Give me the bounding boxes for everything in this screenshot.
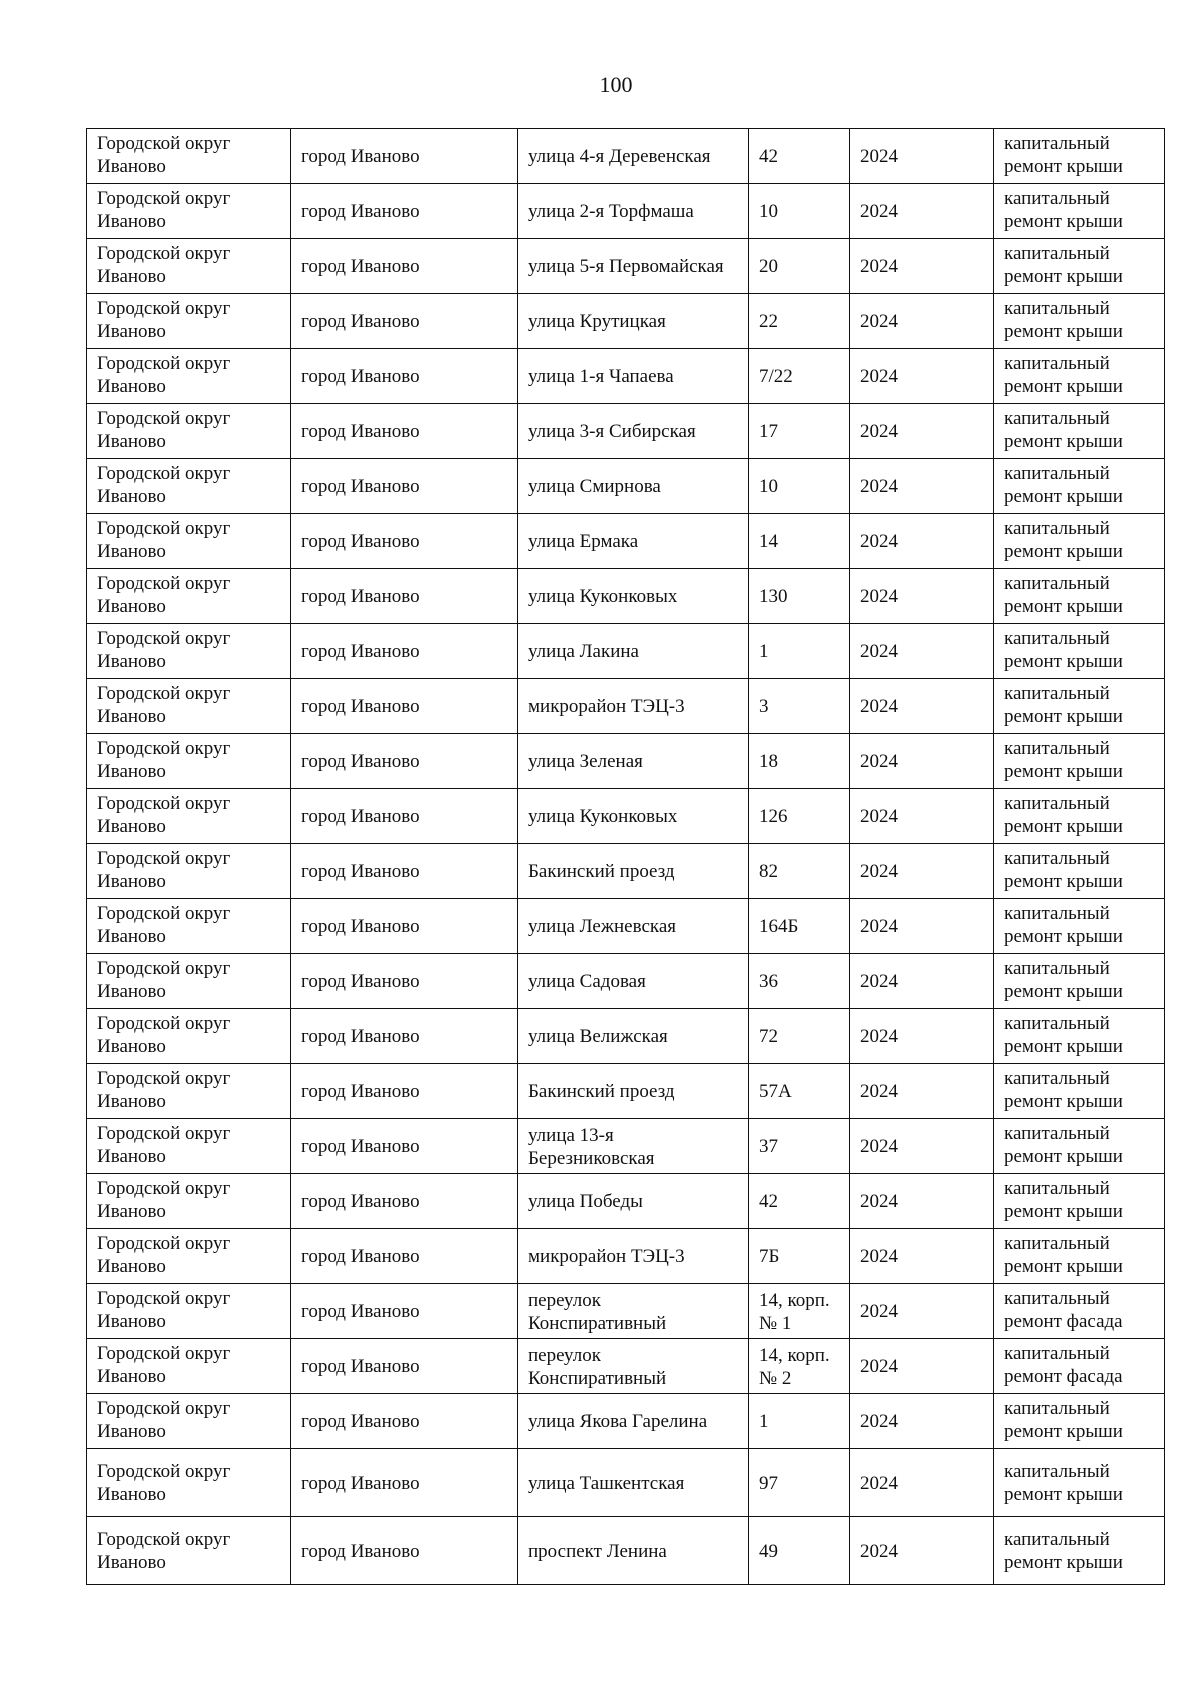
house-number-cell: 7/22 bbox=[749, 349, 850, 404]
settlement-cell: город Иваново bbox=[291, 1119, 518, 1174]
municipality-cell: Городской округ Иваново bbox=[87, 404, 291, 459]
street-cell: проспект Ленина bbox=[518, 1517, 749, 1585]
year-cell: 2024 bbox=[850, 624, 994, 679]
work-type-cell: капитальный ремонт крыши bbox=[994, 184, 1165, 239]
table-row bbox=[87, 899, 1165, 954]
settlement-cell: город Иваново bbox=[291, 404, 518, 459]
house-number-cell: 164Б bbox=[749, 899, 850, 954]
work-type-cell: капитальный ремонт крыши bbox=[994, 954, 1165, 1009]
work-type-cell: капитальный ремонт крыши bbox=[994, 349, 1165, 404]
year-cell: 2024 bbox=[850, 1174, 994, 1229]
work-type-cell: капитальный ремонт крыши bbox=[994, 1449, 1165, 1517]
table-row bbox=[87, 294, 1165, 349]
house-number-cell: 42 bbox=[749, 1174, 850, 1229]
settlement-cell: город Иваново bbox=[291, 1174, 518, 1229]
settlement-cell: город Иваново bbox=[291, 294, 518, 349]
table-row bbox=[87, 789, 1165, 844]
year-cell: 2024 bbox=[850, 349, 994, 404]
work-type-cell: капитальный ремонт крыши bbox=[994, 899, 1165, 954]
work-type-cell: капитальный ремонт крыши bbox=[994, 1174, 1165, 1229]
table-row bbox=[87, 1284, 1165, 1339]
house-number-cell: 10 bbox=[749, 459, 850, 514]
table-row bbox=[87, 624, 1165, 679]
street-cell: улица Ташкентская bbox=[518, 1449, 749, 1517]
work-type-cell: капитальный ремонт крыши bbox=[994, 129, 1165, 184]
municipality-cell: Городской округ Иваново bbox=[87, 1339, 291, 1394]
municipality-cell: Городской округ Иваново bbox=[87, 1229, 291, 1284]
table-row bbox=[87, 734, 1165, 789]
year-cell: 2024 bbox=[850, 954, 994, 1009]
work-type-cell: капитальный ремонт крыши bbox=[994, 1009, 1165, 1064]
street-cell: улица Якова Гарелина bbox=[518, 1394, 749, 1449]
house-number-cell: 14 bbox=[749, 514, 850, 569]
settlement-cell: город Иваново bbox=[291, 1284, 518, 1339]
year-cell: 2024 bbox=[850, 184, 994, 239]
year-cell: 2024 bbox=[850, 789, 994, 844]
settlement-cell: город Иваново bbox=[291, 239, 518, 294]
year-cell: 2024 bbox=[850, 1064, 994, 1119]
street-cell: переулок Конспиративный bbox=[518, 1284, 749, 1339]
house-number-cell: 10 bbox=[749, 184, 850, 239]
house-number-cell: 14, корп. № 2 bbox=[749, 1339, 850, 1394]
municipality-cell: Городской округ Иваново bbox=[87, 459, 291, 514]
year-cell: 2024 bbox=[850, 1449, 994, 1517]
year-cell: 2024 bbox=[850, 239, 994, 294]
settlement-cell: город Иваново bbox=[291, 184, 518, 239]
street-cell: улица Смирнова bbox=[518, 459, 749, 514]
municipality-cell: Городской округ Иваново bbox=[87, 184, 291, 239]
table-body bbox=[87, 129, 1165, 1585]
settlement-cell: город Иваново bbox=[291, 1394, 518, 1449]
street-cell: улица Лакина bbox=[518, 624, 749, 679]
house-number-cell: 1 bbox=[749, 1394, 850, 1449]
year-cell: 2024 bbox=[850, 734, 994, 789]
table-row bbox=[87, 404, 1165, 459]
house-number-cell: 1 bbox=[749, 624, 850, 679]
table-row bbox=[87, 1449, 1165, 1517]
year-cell: 2024 bbox=[850, 514, 994, 569]
house-number-cell: 97 bbox=[749, 1449, 850, 1517]
year-cell: 2024 bbox=[850, 899, 994, 954]
street-cell: улица 5-я Первомайская bbox=[518, 239, 749, 294]
street-cell: улица 4-я Деревенская bbox=[518, 129, 749, 184]
work-type-cell: капитальный ремонт крыши bbox=[994, 239, 1165, 294]
street-cell: улица 1-я Чапаева bbox=[518, 349, 749, 404]
municipality-cell: Городской округ Иваново bbox=[87, 679, 291, 734]
municipality-cell: Городской округ Иваново bbox=[87, 569, 291, 624]
house-number-cell: 42 bbox=[749, 129, 850, 184]
year-cell: 2024 bbox=[850, 1284, 994, 1339]
year-cell: 2024 bbox=[850, 569, 994, 624]
year-cell: 2024 bbox=[850, 1517, 994, 1585]
year-cell: 2024 bbox=[850, 679, 994, 734]
work-type-cell: капитальный ремонт крыши bbox=[994, 514, 1165, 569]
house-number-cell: 3 bbox=[749, 679, 850, 734]
table-row bbox=[87, 1009, 1165, 1064]
year-cell: 2024 bbox=[850, 1119, 994, 1174]
work-type-cell: капитальный ремонт крыши bbox=[994, 679, 1165, 734]
settlement-cell: город Иваново bbox=[291, 679, 518, 734]
street-cell: микрорайон ТЭЦ-3 bbox=[518, 1229, 749, 1284]
settlement-cell: город Иваново bbox=[291, 624, 518, 679]
year-cell: 2024 bbox=[850, 844, 994, 899]
table-row bbox=[87, 1064, 1165, 1119]
work-type-cell: капитальный ремонт крыши bbox=[994, 1064, 1165, 1119]
settlement-cell: город Иваново bbox=[291, 1064, 518, 1119]
house-number-cell: 22 bbox=[749, 294, 850, 349]
settlement-cell: город Иваново bbox=[291, 349, 518, 404]
street-cell: улица 3-я Сибирская bbox=[518, 404, 749, 459]
street-cell: улица Ермака bbox=[518, 514, 749, 569]
work-type-cell: капитальный ремонт крыши bbox=[994, 404, 1165, 459]
year-cell: 2024 bbox=[850, 459, 994, 514]
municipality-cell: Городской округ Иваново bbox=[87, 789, 291, 844]
house-number-cell: 7Б bbox=[749, 1229, 850, 1284]
table-row bbox=[87, 954, 1165, 1009]
work-type-cell: капитальный ремонт крыши bbox=[994, 1229, 1165, 1284]
work-type-cell: капитальный ремонт крыши bbox=[994, 459, 1165, 514]
work-type-cell: капитальный ремонт крыши bbox=[994, 844, 1165, 899]
page-number: 100 bbox=[599, 72, 633, 97]
house-number-cell: 82 bbox=[749, 844, 850, 899]
house-number-cell: 57А bbox=[749, 1064, 850, 1119]
year-cell: 2024 bbox=[850, 294, 994, 349]
house-number-cell: 17 bbox=[749, 404, 850, 459]
municipality-cell: Городской округ Иваново bbox=[87, 1517, 291, 1585]
work-type-cell: капитальный ремонт фасада bbox=[994, 1284, 1165, 1339]
municipality-cell: Городской округ Иваново bbox=[87, 624, 291, 679]
settlement-cell: город Иваново bbox=[291, 789, 518, 844]
street-cell: Бакинский проезд bbox=[518, 1064, 749, 1119]
municipality-cell: Городской округ Иваново bbox=[87, 1449, 291, 1517]
repair-program-table bbox=[86, 128, 1165, 1585]
house-number-cell: 130 bbox=[749, 569, 850, 624]
settlement-cell: город Иваново bbox=[291, 1009, 518, 1064]
street-cell: улица Зеленая bbox=[518, 734, 749, 789]
settlement-cell: город Иваново bbox=[291, 514, 518, 569]
year-cell: 2024 bbox=[850, 404, 994, 459]
street-cell: улица 2-я Торфмаша bbox=[518, 184, 749, 239]
settlement-cell: город Иваново bbox=[291, 899, 518, 954]
municipality-cell: Городской округ Иваново bbox=[87, 1394, 291, 1449]
street-cell: улица 13-я Березниковская bbox=[518, 1119, 749, 1174]
house-number-cell: 20 bbox=[749, 239, 850, 294]
work-type-cell: капитальный ремонт крыши bbox=[994, 294, 1165, 349]
municipality-cell: Городской округ Иваново bbox=[87, 1009, 291, 1064]
municipality-cell: Городской округ Иваново bbox=[87, 514, 291, 569]
house-number-cell: 126 bbox=[749, 789, 850, 844]
work-type-cell: капитальный ремонт фасада bbox=[994, 1339, 1165, 1394]
street-cell: Бакинский проезд bbox=[518, 844, 749, 899]
municipality-cell: Городской округ Иваново bbox=[87, 129, 291, 184]
settlement-cell: город Иваново bbox=[291, 844, 518, 899]
street-cell: улица Победы bbox=[518, 1174, 749, 1229]
table-row bbox=[87, 679, 1165, 734]
table-row bbox=[87, 1174, 1165, 1229]
street-cell: улица Куконковых bbox=[518, 789, 749, 844]
year-cell: 2024 bbox=[850, 1009, 994, 1064]
work-type-cell: капитальный ремонт крыши bbox=[994, 789, 1165, 844]
table-row bbox=[87, 1517, 1165, 1585]
house-number-cell: 18 bbox=[749, 734, 850, 789]
settlement-cell: город Иваново bbox=[291, 1229, 518, 1284]
table-row bbox=[87, 184, 1165, 239]
table-row bbox=[87, 459, 1165, 514]
municipality-cell: Городской округ Иваново bbox=[87, 1119, 291, 1174]
work-type-cell: капитальный ремонт крыши bbox=[994, 1119, 1165, 1174]
house-number-cell: 14, корп. № 1 bbox=[749, 1284, 850, 1339]
settlement-cell: город Иваново bbox=[291, 459, 518, 514]
municipality-cell: Городской округ Иваново bbox=[87, 844, 291, 899]
settlement-cell: город Иваново bbox=[291, 569, 518, 624]
work-type-cell: капитальный ремонт крыши bbox=[994, 1394, 1165, 1449]
street-cell: улица Крутицкая bbox=[518, 294, 749, 349]
table-row bbox=[87, 349, 1165, 404]
year-cell: 2024 bbox=[850, 1229, 994, 1284]
table-row bbox=[87, 569, 1165, 624]
street-cell: улица Лежневская bbox=[518, 899, 749, 954]
table-row bbox=[87, 514, 1165, 569]
municipality-cell: Городской округ Иваново bbox=[87, 734, 291, 789]
house-number-cell: 36 bbox=[749, 954, 850, 1009]
street-cell: улица Велижская bbox=[518, 1009, 749, 1064]
settlement-cell: город Иваново bbox=[291, 1517, 518, 1585]
street-cell: микрорайон ТЭЦ-3 bbox=[518, 679, 749, 734]
settlement-cell: город Иваново bbox=[291, 1449, 518, 1517]
year-cell: 2024 bbox=[850, 1339, 994, 1394]
municipality-cell: Городской округ Иваново bbox=[87, 954, 291, 1009]
work-type-cell: капитальный ремонт крыши bbox=[994, 734, 1165, 789]
table-row bbox=[87, 1119, 1165, 1174]
municipality-cell: Городской округ Иваново bbox=[87, 294, 291, 349]
municipality-cell: Городской округ Иваново bbox=[87, 1174, 291, 1229]
municipality-cell: Городской округ Иваново bbox=[87, 1284, 291, 1339]
year-cell: 2024 bbox=[850, 1394, 994, 1449]
street-cell: улица Садовая bbox=[518, 954, 749, 1009]
table-row bbox=[87, 1339, 1165, 1394]
house-number-cell: 72 bbox=[749, 1009, 850, 1064]
work-type-cell: капитальный ремонт крыши bbox=[994, 569, 1165, 624]
settlement-cell: город Иваново bbox=[291, 954, 518, 1009]
table-row bbox=[87, 129, 1165, 184]
year-cell: 2024 bbox=[850, 129, 994, 184]
municipality-cell: Городской округ Иваново bbox=[87, 239, 291, 294]
municipality-cell: Городской округ Иваново bbox=[87, 899, 291, 954]
house-number-cell: 37 bbox=[749, 1119, 850, 1174]
table-row bbox=[87, 1229, 1165, 1284]
settlement-cell: город Иваново bbox=[291, 1339, 518, 1394]
municipality-cell: Городской округ Иваново bbox=[87, 349, 291, 404]
house-number-cell: 49 bbox=[749, 1517, 850, 1585]
table-row bbox=[87, 844, 1165, 899]
settlement-cell: город Иваново bbox=[291, 129, 518, 184]
table-row bbox=[87, 1394, 1165, 1449]
municipality-cell: Городской округ Иваново bbox=[87, 1064, 291, 1119]
street-cell: переулок Конспиративный bbox=[518, 1339, 749, 1394]
street-cell: улица Куконковых bbox=[518, 569, 749, 624]
table-row bbox=[87, 239, 1165, 294]
work-type-cell: капитальный ремонт крыши bbox=[994, 624, 1165, 679]
work-type-cell: капитальный ремонт крыши bbox=[994, 1517, 1165, 1585]
settlement-cell: город Иваново bbox=[291, 734, 518, 789]
